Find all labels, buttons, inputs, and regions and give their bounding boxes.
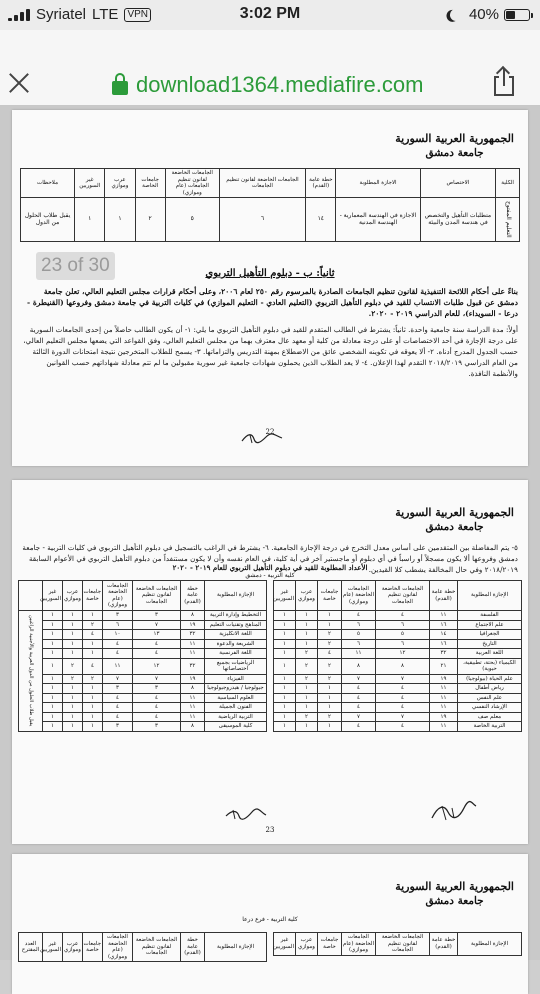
status-bar [0,0,540,30]
table-cell: ٤ [342,684,376,694]
document-page [12,854,528,994]
table-cell: ١ [83,703,103,713]
table-cell: ٧ [133,620,181,630]
page-header [395,132,514,160]
table-cell: ١ [83,693,103,703]
table-cell: ٢ [318,712,342,722]
table-cell: ١ [296,630,318,640]
table-cell: رياض أطفال [458,684,522,694]
table-cell: ٤ [103,649,133,659]
table-header: خطة عامة (القدم) [430,581,458,611]
table-cell: ١ [296,639,318,649]
table-cell: ١ [63,630,83,640]
table-cell: ١ [63,684,83,694]
table-cell: متطلبات التأهيل والتخصص في هندسة المدن والبيئة [420,198,496,242]
table-cell: الكيمياء (بحتة، تطبيقية، حيوية) [458,658,522,674]
table-cell: الإرشاد النفسي [458,703,522,713]
table-cell: ٤ [83,658,103,674]
table-cell: ٣٢ [181,630,205,640]
table-cell: التربية الرياضية [205,712,267,722]
table-cell: ٢ [296,712,318,722]
table-cell: ١ [296,684,318,694]
table-header: الاجازة المطلوبة [336,169,420,198]
table-cell: ٦ [103,620,133,630]
table-cell: المناهج وتقنيات التعليم [205,620,267,630]
table-row [274,620,522,630]
table-cell: ١١ [181,693,205,703]
table-header: عرب وموازي [63,933,83,962]
table-header: غير السوريين [43,581,63,611]
table-cell: الاجازة في الهندسة المعمارية - الهندسة المدنية [336,198,420,242]
table-cell: ١ [83,712,103,722]
table-cell: الفيزياء [205,674,267,684]
table-header: الإجازة المطلوبة [458,933,522,956]
table-header: الجامعات الخاضعة لقانون تنظيم الجامعات [133,933,181,962]
table-cell: ١ [83,611,103,621]
table-header: عرب وموازي [105,169,135,198]
table-cell: ٣ [133,684,181,694]
table-cell: ١ [63,712,83,722]
table-header: جامعات خاصة [318,581,342,611]
table-cell: ١ [318,703,342,713]
table-cell: ٤ [103,703,133,713]
table-cell: ٥ [342,630,376,640]
table-cell: ٤ [133,703,181,713]
table-cell: ٤ [133,639,181,649]
table-cell: ١٩ [181,620,205,630]
table-header: جامعات خاصة [318,933,342,956]
header-country: الجمهورية العربية السورية [395,506,514,519]
table-cell: ١١ [342,649,376,659]
signature-image [428,802,478,822]
header-university: جامعة دمشق [425,521,484,533]
table-row [19,722,267,732]
table-cell: ٦ [342,620,376,630]
table-row [19,649,267,659]
table-row [274,712,522,722]
header-country: الجمهورية العربية السورية [395,132,514,145]
table-cell: ١ [43,639,63,649]
table-cell: التخطيط وإدارة التربية [205,611,267,621]
pdf-viewer[interactable] [0,106,540,960]
table-cell: ١ [274,611,296,621]
table-cell: ١ [274,722,296,732]
table-cell: ٣ [103,684,133,694]
table-cell: ٤ [133,712,181,722]
table-cell: ٤ [342,611,376,621]
table-cell: الفنون الجميلة [205,703,267,713]
carrier-name: Syriatel [36,6,87,23]
side-note: يقبل طلاب الحلول من الدول العربية والأجنبية الراغبين [19,611,43,732]
table-cell: الفلسفة [458,611,522,621]
table-row [19,693,267,703]
table-header: عرب وموازي [63,581,83,611]
table-cell: ٦ [376,620,430,630]
table-cell: ١ [105,198,135,242]
table-row [274,611,522,621]
close-icon[interactable] [6,70,32,96]
table-cell: ١ [63,722,83,732]
table-cell: ١١ [430,611,458,621]
page-header [395,880,514,908]
table-cell: ٣٢ [181,658,205,674]
quota-table-left [18,932,267,962]
table-cell: التاريخ [458,639,522,649]
table-cell: ٤ [376,722,430,732]
table-cell: ١ [63,620,83,630]
table-subcaption: كلية التربية - فرع درعا [242,916,298,923]
table-cell: ٢ [296,658,318,674]
table-cell: ٤ [103,693,133,703]
table-header: عرب وموازي [296,581,318,611]
table-header: عرب وموازي [296,933,318,956]
table-row [274,684,522,694]
table-cell: علم النفس [458,693,522,703]
table-header: خطة عامة (القدم) [181,581,205,611]
table-cell: ١ [274,630,296,640]
table-cell: ١ [43,620,63,630]
table-cell: ١ [274,693,296,703]
table-cell: ٢ [318,630,342,640]
section-title: ثانياً: ب - دبلوم التأهيل التربوي [205,268,335,279]
table-cell: ٤ [133,693,181,703]
table-cell: ٥ [376,630,430,640]
table-cell: ١ [43,722,63,732]
table-header: غير السوريين [274,581,296,611]
table-cell: الجغرافيا [458,630,522,640]
table-row [274,722,522,732]
table-header: جامعات الخاصة [135,169,165,198]
table-header: جامعات خاصة [83,581,103,611]
table-cell: ١١ [430,722,458,732]
table-cell: ١١ [430,703,458,713]
table-cell: ١ [43,649,63,659]
conditions-paragraph: أولاً: مدة الدراسة سنة جامعية واحدة. ثانياً: يشترط في الطالب المتقدم للقيد في دبلوم التأهيل التربوي ما يلي: ١- أن يكون الطالب حاصلاً من إحدى الجامعات السورية على درجة الإجازة في أحد الاختصاصات أو على درجة معادلة من كلية أو معهد عال معترف بهما من مجلس التعليم العالي، وفق القواعد التي يضعها مجلس التعليم العالي، حسب الجدول المدرج أدناه. ٢- ألا يعوقه في تكوينه الشخصي عائق من الاضطلاع بمهنة التدريس والتزاماتها. ٣- يسمح للطلاب المتخرجين نتيجة امتحانات الدورة الثالثة من العام الدراسي ٢٠١٨/٢٠١٩ التقدم لهذا الإعلان. ٤- لا يعد الطلاب الذين يحملون شهادات جامعية غير سورية مقبولين ما لم تتم معادلة شهاداتهم حسب القوانين والأنظمة النافذة. [23,325,518,378]
table-header: الجامعات الخاضعة لقانون تنظيم الجامعات [219,169,305,198]
table-row [19,658,267,674]
table-cell: ٤ [83,630,103,640]
table-cell: ١٠ [103,630,133,640]
table-cell: ٤ [376,611,430,621]
table-header: الجامعات الخاضعة (عام وموازي) [342,581,376,611]
table-row [274,674,522,684]
table-cell: ١ [274,649,296,659]
table-header: الجامعات الخاضعة لقانون تنظيم الجامعات [376,581,430,611]
table-cell: التربية الخاصة [458,722,522,732]
share-icon[interactable] [492,68,520,96]
table-cell: ٧ [376,674,430,684]
table-cell: ١ [318,620,342,630]
header-country: الجمهورية العربية السورية [395,880,514,893]
network-type: LTE [92,6,119,23]
table-cell: ١٣ [133,630,181,640]
table-cell: ٣٢ [430,649,458,659]
table-cell: ٤ [103,712,133,722]
table-cell: ١٤ [306,198,336,242]
table-cell: ١ [274,658,296,674]
table-cell: ٤ [342,693,376,703]
table-cell: ٢ [83,674,103,684]
table-header: العدد المقترح [19,933,43,962]
table-header: الجامعات الخاضعة (عام وموازي) [103,933,133,962]
table-cell: ١ [43,658,63,674]
table-cell: ٧ [133,674,181,684]
address-bar[interactable] [112,72,423,98]
table-cell: الشريعة والدعوة [205,639,267,649]
table-row [19,684,267,694]
table-cell: ٤ [376,693,430,703]
table-cell: جيولوجيا / هيدروجيولوجيا [205,684,267,694]
moon-icon [448,7,463,22]
table-cell: ١ [83,684,103,694]
table-cell: ٨ [376,658,430,674]
table-cell: ٢١ [430,658,458,674]
table-header: الجامعات الخاضعة لقانون تنظيم الجامعات [376,933,430,956]
table-cell: ٢ [63,658,83,674]
table-cell: ١١ [181,712,205,722]
table-cell: ١٤ [430,630,458,640]
table-cell: ١ [43,674,63,684]
table-header: الجامعات الخاضعة (عام وموازي) [343,934,374,953]
table-cell: ٨ [342,658,376,674]
table-cell: ١١ [181,649,205,659]
table-header: الكلية [496,169,520,198]
quota-table-left [18,580,267,732]
table-cell: ١ [274,712,296,722]
table-cell: ٤ [103,639,133,649]
table-header: غير السوريين [75,169,105,198]
table-cell: معلم صف [458,712,522,722]
table-cell: ٨ [181,611,205,621]
table-cell: ٧ [103,674,133,684]
table-cell: ١١ [103,658,133,674]
table-cell: ١ [274,684,296,694]
table-cell: يقبل طلاب الحلول من الدول [21,198,75,242]
table-cell: ١٦ [430,639,458,649]
table-row [274,630,522,640]
table-cell: ٨ [181,684,205,694]
table-row [274,703,522,713]
document-page [12,480,528,844]
side-note-header [19,581,43,611]
table-cell: ٤ [318,649,342,659]
table-header: الاختصاص [420,169,496,198]
table-cell: ١ [274,703,296,713]
quota-table-right [273,580,522,732]
table-cell: ١ [318,611,342,621]
table-cell: ١١ [430,693,458,703]
table-cell: ٢ [318,639,342,649]
table-row [19,611,267,621]
table-header: غير السوريين [43,933,63,962]
table-cell: ٣ [103,611,133,621]
table-cell: ١ [83,722,103,732]
table-row [19,674,267,684]
table-header: غير السوريين [274,933,296,956]
vpn-badge: VPN [124,8,151,22]
table-cell: ١١ [181,703,205,713]
battery-fill [506,11,515,19]
table-row [274,639,522,649]
browser-toolbar [0,30,540,106]
battery-percent: 40% [468,6,499,23]
table-cell: ١ [63,703,83,713]
table-header: خطة عامة (القدم) [430,933,458,956]
table-cell: ١ [43,684,63,694]
table-header: الإجازة المطلوبة [205,581,267,611]
table-cell: ١١ [430,684,458,694]
table-cell: اللغة الفرنسية [205,649,267,659]
table-cell: اللغة العربية [458,649,522,659]
table-cell: ٤ [133,649,181,659]
table-cell: ١ [318,684,342,694]
table-row [19,712,267,722]
table-row [19,620,267,630]
battery-icon [504,9,530,21]
table-cell: ١ [274,674,296,684]
table-cell: ٣ [103,722,133,732]
table-header: الجامعات الخاضعة (عام وموازي) [103,581,133,611]
table-cell: ١ [75,198,105,242]
table-cell: ٦ [342,639,376,649]
table-cell: ١٩ [181,674,205,684]
table-cell: ١ [63,611,83,621]
table-header: الجامعات الخاضعة لقانون تنظيم الجامعات (عام وموازي) [165,169,219,198]
table-cell: ٢ [296,674,318,684]
table-cell: ٢ [296,649,318,659]
table-header: الجامعات الخاضعة لقانون تنظيم الجامعات [133,581,181,611]
table-cell: اللغة الانكليزية [205,630,267,640]
table-cell: ١ [296,611,318,621]
table-cell: ١ [63,693,83,703]
intro-paragraph: بناءً على أحكام اللائحة التنفيذية لقانون تنظيم الجامعات الصادرة بالمرسوم رقم ٢٥٠ لعام ٢٠٠٦، وعلى أحكام قرارات مجلس التعليم العالي، تعلن جامعة دمشق عن قبول طلبات الانتساب للقيد في دبلوم التأهيل التربوي (التعليم العادي - التعليم الموازي) في كليات التربية في جامعة دمشق وفروعها (القنيطرة - درعا - السويداء)، للعام الدراسي ٢٠١٩ - ٢٠٢٠. [27,287,518,318]
table-cell: ٢ [83,620,103,630]
table-row [19,703,267,713]
table-cell: ١ [83,649,103,659]
status-right [450,6,530,23]
table-cell: ٥ [165,198,219,242]
url-text[interactable]: download1364.mediafire.com [136,72,424,97]
table-header: الإجازة المطلوبة [458,581,522,611]
table-cell: ١ [63,639,83,649]
table-cell: ١ [318,722,342,732]
status-time: 3:02 PM [239,5,301,22]
notes-paragraph: ٥- يتم المفاضلة بين المتقدمين على أساس معدل التخرج في درجة الإجازة الجامعية. ٦- يشترط في الراغب بالتسجيل في دبلوم التأهيل التربوي في كليات التربية - جامعة دمشق وفروعها ألا يكون مسجلاً أو راسباً في أي دبلوم أو ماجستير آخر في أية كلية، في العام نفسه وأن لا يكون مستنفداً من دبلوم التأهيل التربوي في الأعوام السابقة ٢٠١٨/٢٠١٩ وفي حال المخالفة يشطب كلا القيدين. [22,543,518,574]
table-cell: ١ [274,639,296,649]
table-cell: ١٩ [430,712,458,722]
header-university: جامعة دمشق [425,895,484,907]
table-cell: ٧ [342,674,376,684]
table-cell: العلوم السياسية [205,693,267,703]
table-cell: ١ [296,722,318,732]
table-cell: ١٦ [430,620,458,630]
table-cell: ٧ [342,712,376,722]
page-number: 23 [265,826,275,834]
table-cell: ٤ [376,684,430,694]
table-cell: ١٢ [376,649,430,659]
table-cell: ٢ [318,658,342,674]
table-cell: ١ [43,693,63,703]
table-cell: ١ [274,620,296,630]
table-subcaption: كلية التربية - دمشق [245,572,295,579]
table-cell: ٦ [219,198,305,242]
table-cell: كلية الموسيقى [205,722,267,732]
table-row [274,693,522,703]
header-university: جامعة دمشق [425,147,484,159]
table-row [19,630,267,640]
table-cell: ٤ [376,703,430,713]
table-cell: ٣ [133,722,181,732]
table-header: خطة عامة (القدم) [181,933,205,962]
table-cell: ٦ [376,639,430,649]
specialties-table [20,168,520,242]
table-cell: ١ [296,693,318,703]
table-cell: ١١ [181,639,205,649]
table-cell: ٢ [318,674,342,684]
table-cell: ١٢ [133,658,181,674]
table-header: جامعات خاصة [83,933,103,962]
table-cell: ٣ [133,611,181,621]
table-caption: الأعداد المطلوبة للقيد في دبلوم التأهيل التربوي للعام ٢٠١٩ - ٢٠٢٠ [172,563,368,572]
table-cell: ١٩ [430,674,458,684]
table-cell: ٧ [376,712,430,722]
table-header: ملاحظات [21,169,75,198]
document-page [12,110,528,466]
table-cell: ١ [318,693,342,703]
page-header [395,506,514,534]
table-cell: ٤ [342,703,376,713]
table-cell: ١ [43,703,63,713]
table-cell: ٢ [135,198,165,242]
table-cell: ٤ [342,722,376,732]
table-cell: ١ [296,620,318,630]
table-cell: ١ [43,611,63,621]
table-cell: التعليم المفتوح [496,198,520,242]
table-cell: ١ [63,649,83,659]
table-cell: ٢ [63,674,83,684]
table-cell: ١ [296,703,318,713]
page-counter: 23 of 30 [36,252,115,280]
table-row [274,658,522,674]
table-cell: ١ [43,630,63,640]
table-row [19,639,267,649]
table-cell: ١ [83,639,103,649]
page-number: 22 [265,428,275,436]
table-header: خطة عامة (القدم) [306,169,336,198]
quota-table-right [273,932,522,956]
table-cell: علم الاجتماع [458,620,522,630]
table-header: الإجازة المطلوبة [205,933,267,962]
signature-image [224,806,268,820]
table-row [274,649,522,659]
table-cell: علم الحياة (بيولوجيا) [458,674,522,684]
table-cell: ١ [43,712,63,722]
lock-icon [112,81,128,95]
table-cell: ٨ [181,722,205,732]
table-cell: الرياضيات بجميع اختصاصاتها [205,658,267,674]
table-row [21,198,520,242]
